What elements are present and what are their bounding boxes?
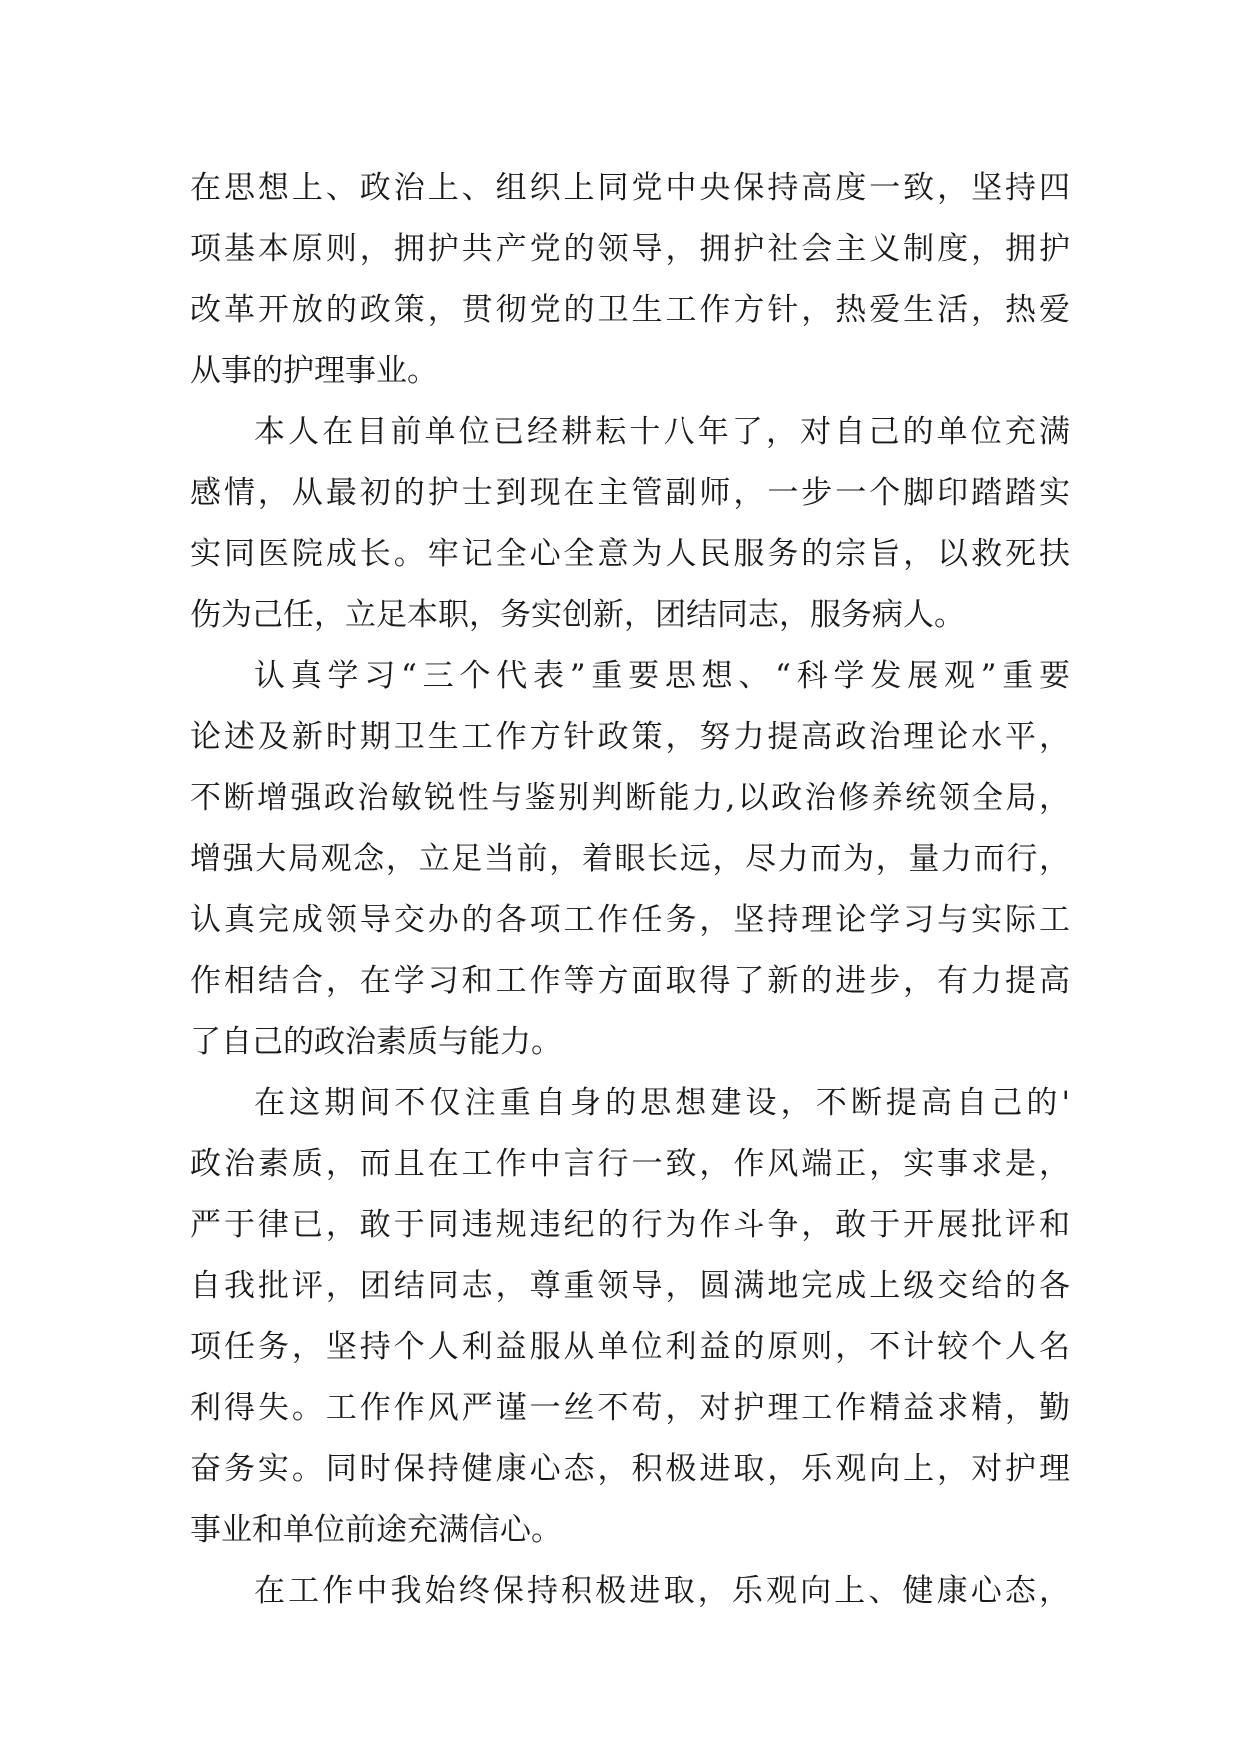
paragraph-1-line-1: 在思想上、政治上、组织上同党中央保持高度一致，坚持四 bbox=[190, 170, 1070, 206]
paragraph-3-line-4: 增强大局观念，立足当前，着眼长远，尽力而为，量力而行， bbox=[190, 841, 1070, 877]
paragraph-2-line-3: 实同医院成长。牢记全心全意为人民服务的宗旨，以救死扶 bbox=[190, 536, 1070, 572]
paragraph-3-line-5: 认真完成领导交办的各项工作任务，坚持理论学习与实际工 bbox=[190, 902, 1070, 938]
paragraph-2-line-2: 感情，从最初的护士到现在主管副师，一步一个脚印踏踏实 bbox=[190, 475, 1070, 511]
paragraph-2-line-1: 本人在目前单位已经耕耘十八年了，对自己的单位充满 bbox=[254, 414, 1070, 450]
paragraph-4-line-1: 在这期间不仅注重自身的思想建设，不断提高自己的' bbox=[254, 1085, 1070, 1121]
paragraph-2-line-4: 伤为己任，立足本职，务实创新，团结同志，服务病人。 bbox=[190, 597, 965, 633]
paragraph-5-line-1: 在工作中我始终保持积极进取，乐观向上、健康心态， bbox=[254, 1573, 1070, 1609]
paragraph-3-line-2: 论述及新时期卫生工作方针政策，努力提高政治理论水平， bbox=[190, 719, 1070, 755]
paragraph-4-line-2: 政治素质，而且在工作中言行一致，作风端正，实事求是， bbox=[190, 1146, 1070, 1182]
paragraph-4-line-8: 事业和单位前途充满信心。 bbox=[190, 1512, 562, 1548]
paragraph-1-line-2: 项基本原则，拥护共产党的领导，拥护社会主义制度，拥护 bbox=[190, 231, 1070, 267]
paragraph-3-line-7: 了自己的政治素质与能力。 bbox=[190, 1024, 562, 1060]
paragraph-3-line-1: 认真学习“三个代表”重要思想、“科学发展观”重要 bbox=[254, 658, 1070, 694]
paragraph-4-line-6: 利得失。工作作风严谨一丝不苟，对护理工作精益求精，勤 bbox=[190, 1390, 1070, 1426]
paragraph-4-line-3: 严于律已，敢于同违规违纪的行为作斗争，敢于开展批评和 bbox=[190, 1207, 1070, 1243]
paragraph-4-line-7: 奋务实。同时保持健康心态，积极进取，乐观向上，对护理 bbox=[190, 1451, 1070, 1487]
paragraph-4-line-5: 项任务，坚持个人利益服从单位利益的原则，不计较个人名 bbox=[190, 1329, 1070, 1365]
paragraph-1-line-4: 从事的护理事业。 bbox=[190, 353, 438, 389]
document-body bbox=[190, 158, 1070, 1622]
paragraph-3-line-3: 不断增强政治敏锐性与鉴别判断能力,以政治修养统领全局， bbox=[190, 780, 1070, 816]
paragraph-1-line-3: 改革开放的政策，贯彻党的卫生工作方针，热爱生活，热爱 bbox=[190, 292, 1070, 328]
paragraph-4-line-4: 自我批评，团结同志，尊重领导，圆满地完成上级交给的各 bbox=[190, 1268, 1070, 1304]
paragraph-3-line-6: 作相结合，在学习和工作等方面取得了新的进步，有力提高 bbox=[190, 963, 1070, 999]
